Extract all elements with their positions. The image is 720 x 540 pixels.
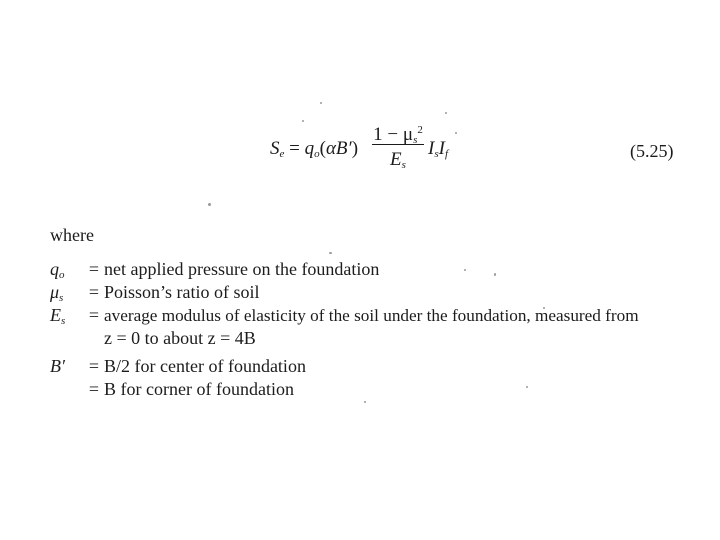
definition-text: z = 0 to about z = 4B: [104, 328, 256, 348]
settlement-equation: [270, 118, 480, 188]
definition-text: net applied pressure on the foundation: [104, 259, 380, 279]
definition-equals: =: [88, 282, 100, 302]
numerator-superscript: 2: [417, 124, 423, 136]
scan-speck: [445, 112, 447, 114]
definition-symbol: $E_s$: [50, 305, 66, 327]
settlement-symbol: S: [270, 138, 280, 159]
definition-text: average modulus of elasticity of the soil under the foundation, measured from: [104, 306, 639, 325]
definition-equals: =: [88, 379, 100, 399]
paren-open: (: [319, 138, 326, 159]
width-symbol: B′: [335, 138, 352, 159]
if-subscript: f: [444, 148, 448, 160]
influence-factor-is: I: [428, 138, 435, 159]
equation-lhs: [270, 138, 358, 160]
pressure-subscript: o: [314, 148, 320, 160]
definition-symbol: $q_o$: [50, 259, 65, 281]
definition-equals: =: [88, 259, 100, 279]
equation-fraction: [372, 118, 424, 172]
fraction-numerator: [372, 118, 424, 146]
definition-text: B/2 for center of foundation: [104, 356, 306, 376]
scan-speck: [364, 401, 366, 403]
scan-speck: [208, 203, 211, 206]
numerator-subscript: s: [413, 134, 418, 146]
settlement-subscript: e: [279, 148, 285, 160]
equation-number: (5.25): [630, 141, 674, 161]
scan-speck: [320, 102, 322, 104]
definition-symbol: $\mu_s$: [50, 282, 64, 304]
scan-speck: [464, 269, 466, 271]
scan-speck: [494, 273, 496, 276]
denominator-text: E: [390, 149, 402, 170]
fraction-denominator: [372, 148, 424, 172]
numerator-text: 1 − μ: [373, 124, 414, 145]
definition-equals: =: [88, 305, 100, 325]
equals-sign: =: [289, 138, 300, 159]
definition-text: Poisson’s ratio of soil: [104, 282, 260, 302]
definition-text: B for corner of foundation: [104, 379, 294, 399]
definition-symbol: B′: [50, 356, 65, 376]
alpha-symbol: α: [325, 138, 336, 159]
definition-equals: =: [88, 356, 100, 376]
pressure-symbol: q: [304, 138, 315, 159]
paren-close: ): [351, 138, 359, 159]
influence-factor-if: I: [438, 138, 445, 159]
denominator-subscript: s: [401, 159, 406, 171]
scan-speck: [329, 252, 332, 254]
equation-rhs: [428, 138, 448, 160]
is-subscript: s: [434, 148, 439, 160]
scan-speck: [526, 386, 528, 388]
where-label: where: [50, 225, 94, 245]
